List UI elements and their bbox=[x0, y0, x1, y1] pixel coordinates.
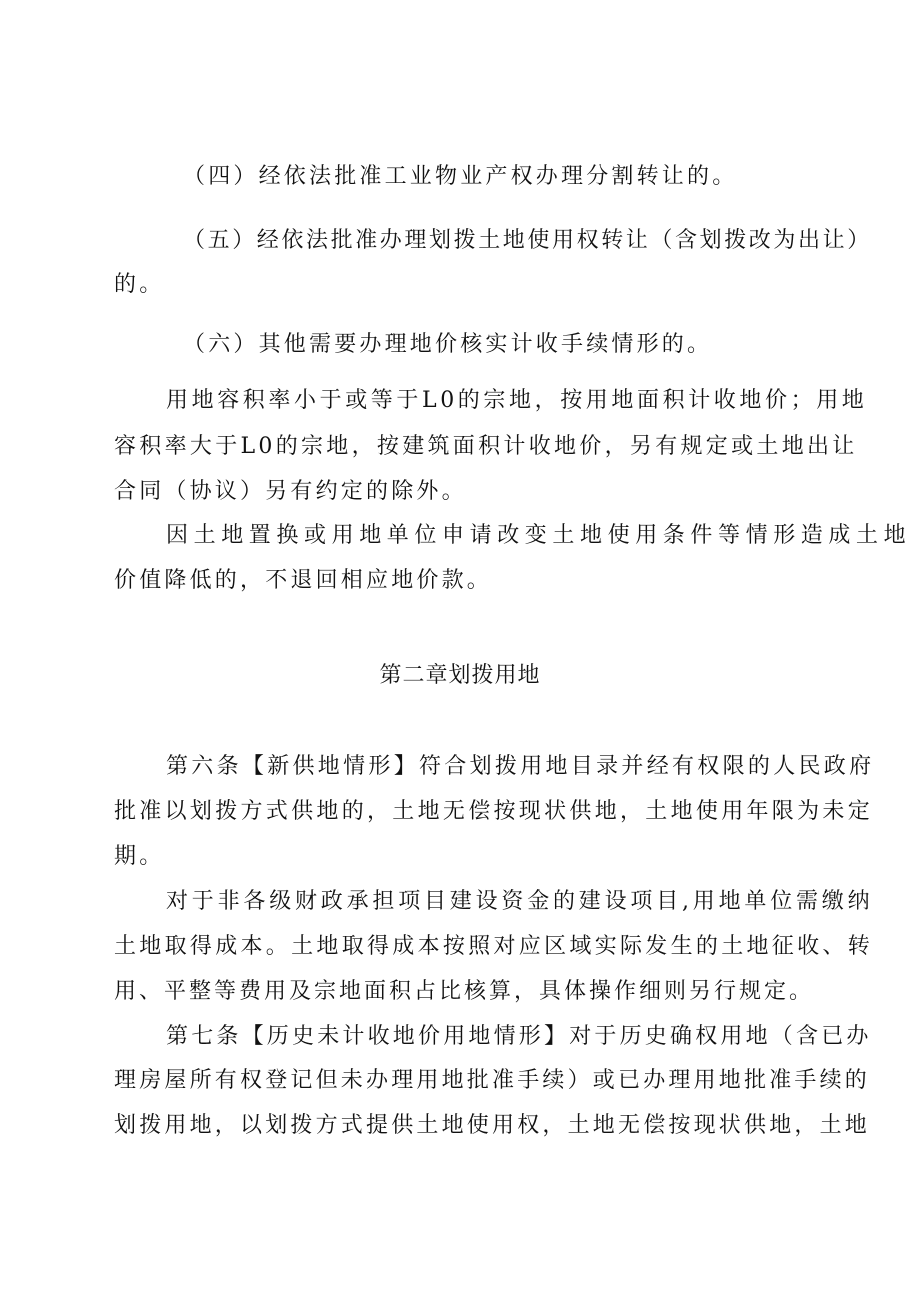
chapter-title: 第二章划拨用地 bbox=[379, 663, 541, 688]
clause-item-4: （四）经依法批准工业物业产权办理分割转让的。 bbox=[183, 164, 738, 189]
cost-paragraph-line-1: 对于非各级财政承担项目建设资金的建设项目,用地单位需缴纳 bbox=[166, 889, 874, 914]
article-6-line-1: 第六条【新供地情形】符合划拨用地目录并经有权限的人民政府 bbox=[166, 754, 875, 779]
article-7-line-3: 划拨用地，以划拨方式提供土地使用权，土地无偿按现状供地，土地 bbox=[114, 1113, 871, 1138]
clause-item-5-line-2: 的。 bbox=[114, 272, 165, 297]
far-paragraph-line-1: 用地容积率小于或等于L0的宗地，按用地面积计收地价；用地 bbox=[166, 388, 868, 413]
clause-item-6: （六）其他需要办理地价核实计收手续情形的。 bbox=[183, 332, 713, 357]
value-paragraph-line-1: 因土地置换或用地单位申请改变土地使用条件等情形造成土地 bbox=[166, 523, 912, 548]
article-7-line-2: 理房屋所有权登记但未办理用地批准手续）或已办理用地批准手续的 bbox=[114, 1068, 871, 1093]
article-7-line-1: 第七条【历史未计收地价用地情形】对于历史确权用地（含已办 bbox=[166, 1024, 872, 1049]
article-6-line-2: 批准以划拨方式供地的，土地无偿按现状供地，土地使用年限为未定 bbox=[114, 799, 874, 824]
cost-paragraph-line-3: 用、平整等费用及宗地面积占比核算，具体操作细则另行规定。 bbox=[114, 979, 815, 1004]
clause-item-5-line-1: （五）经依法批准办理划拨土地使用权转让（含划拨改为出让） bbox=[183, 228, 872, 253]
far-paragraph-line-3: 合同（协议）另有约定的除外。 bbox=[114, 479, 467, 504]
cost-paragraph-line-2: 土地取得成本。土地取得成本按照对应区域实际发生的土地征收、转 bbox=[114, 934, 874, 959]
value-paragraph-line-2: 价值降低的，不退回相应地价款。 bbox=[114, 568, 493, 593]
article-6-line-3: 期。 bbox=[114, 844, 165, 869]
far-paragraph-line-2: 容积率大于L0的宗地，按建筑面积计收地价，另有规定或土地出让 bbox=[114, 434, 858, 459]
